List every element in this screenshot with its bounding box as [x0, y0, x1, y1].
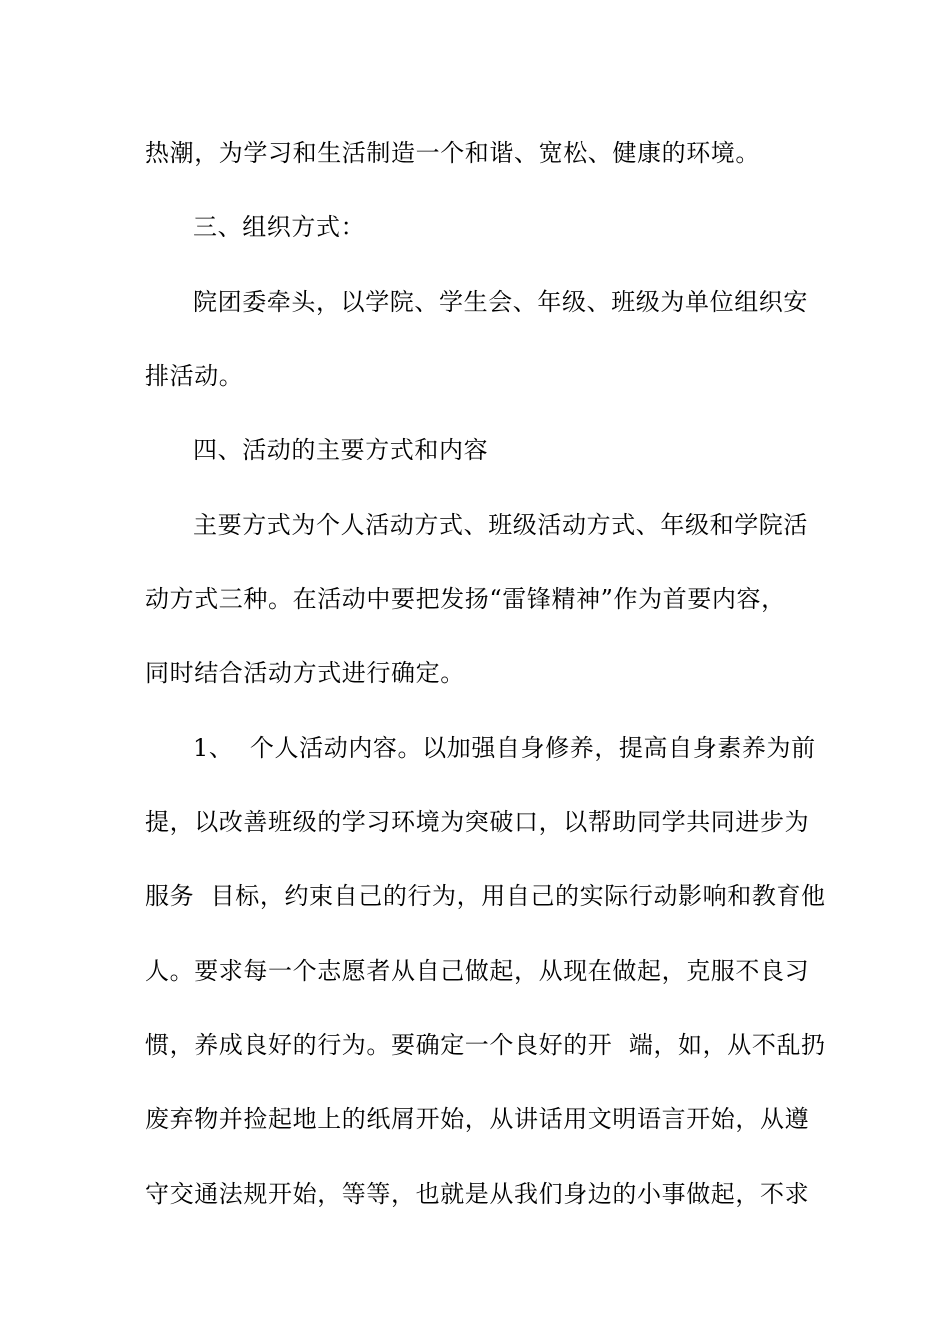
paragraph-line: 热潮，为学习和生活制造一个和谐、宽松、健康的环境。 — [145, 139, 760, 167]
section-heading: 三、组织方式： — [193, 213, 366, 241]
paragraph-line: 同时结合活动方式进行确定。 — [145, 659, 465, 687]
paragraph-line: 动方式三种。在活动中要把发扬“雷锋精神”作为首要内容， — [145, 585, 786, 613]
paragraph-line: 提，以改善班级的学习环境为突破口，以帮助同学共同进步为 — [145, 808, 810, 836]
paragraph-line: 主要方式为个人活动方式、班级活动方式、年级和学院活 — [193, 511, 808, 539]
paragraph-line: 服务 目标，约束自己的行为，用自己的实际行动影响和教育他 — [145, 882, 826, 910]
paragraph-line: 1、 个人活动内容。以加强自身修养，提高自身素养为前 — [193, 734, 816, 762]
paragraph-line: 排活动。 — [145, 362, 244, 390]
paragraph-line: 人。要求每一个志愿者从自己做起，从现在做起，克服不良习 — [145, 957, 810, 985]
paragraph-line: 守交通法规开始，等等，也就是从我们身边的小事做起，不求 — [145, 1180, 810, 1208]
section-heading: 四、活动的主要方式和内容 — [193, 436, 489, 464]
paragraph-line: 废弃物并捡起地上的纸屑开始，从讲话用文明语言开始，从遵 — [145, 1105, 810, 1133]
paragraph-line: 院团委牵头，以学院、学生会、年级、班级为单位组织安 — [193, 288, 808, 316]
paragraph-line: 惯，养成良好的行为。要确定一个良好的开 端，如，从不乱扔 — [145, 1031, 826, 1059]
